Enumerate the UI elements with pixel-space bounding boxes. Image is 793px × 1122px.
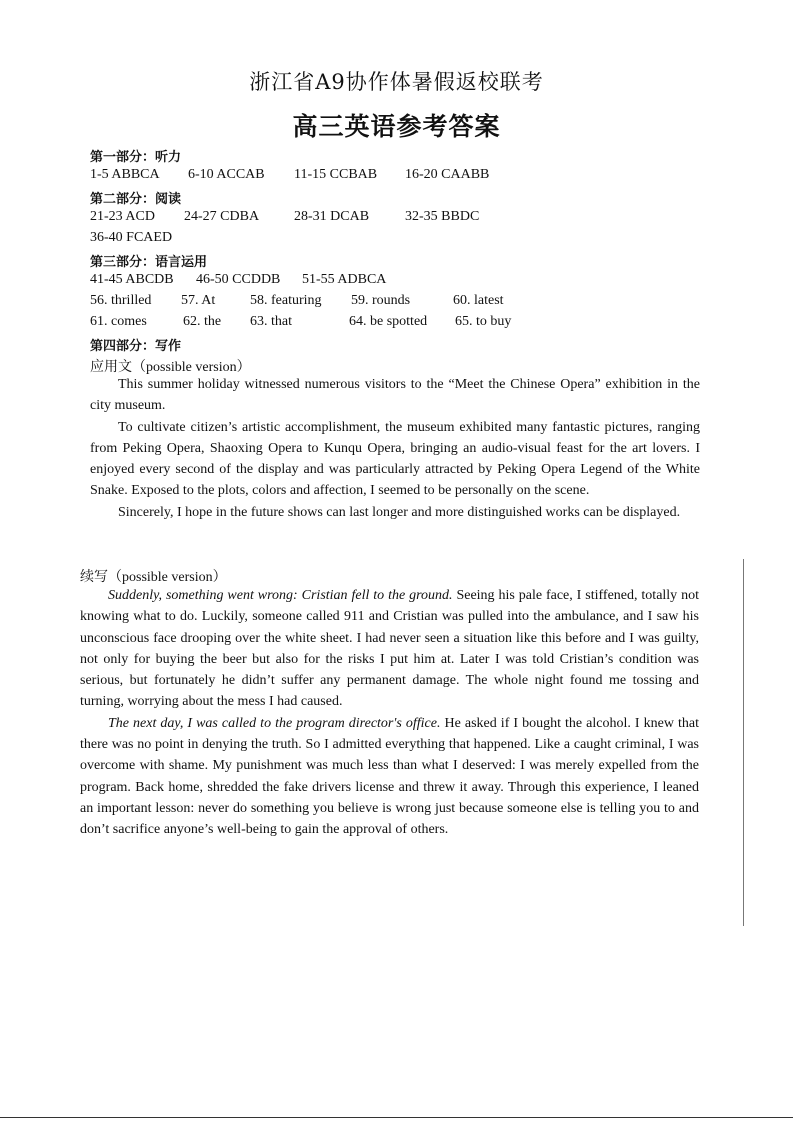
section-heading-reading: 第二部分：阅读 [90, 192, 182, 207]
section-heading-writing: 第四部分：写作 [90, 339, 182, 354]
answer-group: 36-40 FCAED [90, 230, 173, 245]
continuation-writing-essay [80, 585, 699, 841]
answer-group: 41-45 ABCDB [90, 272, 174, 287]
answer-group: 16-20 CAABB [405, 167, 490, 182]
answer-group: 32-35 BBDC [405, 209, 480, 224]
fill-answer: 60. latest [453, 293, 504, 308]
answer-group: 21-23 ACD [90, 209, 155, 224]
section-heading-listening: 第一部分：听力 [90, 150, 182, 165]
practical-writing-label: 应用文（possible version） [90, 360, 251, 375]
fill-answer: 57. At [181, 293, 216, 308]
exam-title: 浙江省A9协作体暑假返校联考 [249, 70, 544, 94]
essay-paragraph: This summer holiday witnessed numerous visitors to the “Meet the Chinese Opera” exhibition in the city museum. [90, 377, 700, 414]
fill-answer: 63. that [250, 314, 292, 329]
essay-paragraph [80, 585, 699, 713]
continuation-writing-label: 续写（possible version） [80, 570, 227, 585]
answer-group: 1-5 ABBCA [90, 167, 160, 182]
fill-answer: 62. the [183, 314, 222, 329]
answer-group: 46-50 CCDDB [196, 272, 281, 287]
essay-paragraph: To cultivate citizen’s artistic accomplishment, the museum exhibited many fantastic pictures, ranging from Peking Opera, Shaoxing Opera to Kunqu Opera, bringing an audio-visual feast for the art lovers. I enjoyed every second of the display and was particularly attracted by Peking Opera Legend of the White Snake. Exposed to the plots, colors and affection, I seemed to be personally on the scene. [90, 419, 700, 499]
page-bottom-border [0, 1117, 793, 1118]
answer-group: 6-10 ACCAB [188, 167, 265, 182]
answer-group: 28-31 DCAB [294, 209, 370, 224]
paragraph-body: Seeing his pale face, I stiffened, totally not knowing what to do. Luckily, someone called 911 and Cristian was pulled into the ambulance, and I saw his unconscious face drooping over the white sheet. I had never seen a situation like this before and I was guilty, not only for buying the beer but also for the risks I put him at. Later I was told Cristian’s condition was serious, but fortunately he didn’t suffer any permanent damage. The whole night found me tossing and turning, worrying about the mess I had caused. [80, 588, 699, 710]
essay-paragraph [80, 713, 699, 841]
given-sentence: Suddenly, something went wrong: Cristian fell to the ground. [108, 588, 453, 603]
given-sentence: The next day, I was called to the program director's office. [108, 715, 441, 731]
essay-paragraph: Sincerely, I hope in the future shows can last longer and more distinguished works can be displayed. [118, 504, 681, 520]
fill-answer: 64. be spotted [349, 314, 428, 329]
paragraph-body: He asked if I bought the alcohol. I knew that there was no point in denying the truth. So I admitted everything that happened. Like a caught criminal, I was overcome with shame. My punishment was much less than what I deserved: I was merely expelled from the program. Back home, shredded the fake drivers license and threw it away. Through this experience, I leaned an important lesson: never do something you believe is wrong just because someone else is telling you to and don’t sacrifice anyone’s well-being to gain the approval of others. [80, 715, 700, 838]
section-heading-language-use: 第三部分：语言运用 [90, 255, 208, 270]
fill-answer: 61. comes [90, 314, 147, 329]
answer-key-title: 高三英语参考答案 [292, 112, 501, 141]
fill-answer: 56. thrilled [90, 293, 152, 308]
answer-group: 24-27 CDBA [184, 209, 260, 224]
fill-answer: 59. rounds [351, 293, 411, 308]
answer-group: 51-55 ADBCA [302, 272, 387, 287]
answer-group: 11-15 CCBAB [294, 167, 378, 182]
fill-answer: 58. featuring [250, 293, 322, 308]
fill-answer: 65. to buy [455, 314, 512, 329]
practical-writing-essay [90, 374, 700, 523]
margin-rule [743, 559, 744, 926]
